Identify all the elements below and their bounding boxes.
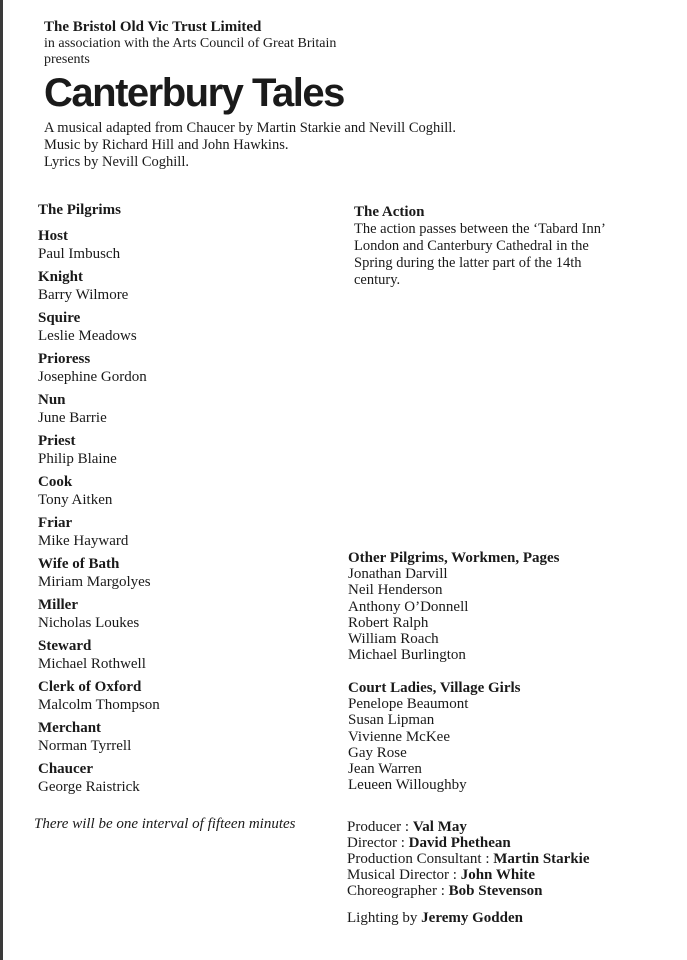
intro-line: A musical adapted from Chaucer by Martin Starkie and Nevill Coghill.: [44, 120, 456, 136]
role-name: Miller: [38, 597, 78, 613]
role-name: Chaucer: [38, 761, 93, 777]
presents-line: presents: [44, 52, 90, 67]
actor-name: Norman Tyrrell: [38, 738, 132, 754]
action-line: century.: [354, 272, 401, 288]
actor-name: Barry Wilmore: [38, 287, 129, 303]
actor-name: Tony Aitken: [38, 492, 113, 508]
court-ladies-list: [348, 696, 668, 794]
cast-item: [38, 473, 338, 514]
role-name: Host: [38, 228, 68, 244]
credit-line: [347, 883, 677, 899]
role-name: Clerk of Oxford: [38, 679, 142, 695]
cast-item: [38, 719, 338, 760]
credit-name: Jeremy Godden: [421, 910, 523, 926]
credit-label: Choreographer :: [347, 883, 449, 899]
actor-name: Miriam Margolyes: [38, 574, 151, 590]
action-line: Spring during the latter part of the 14th: [354, 255, 582, 271]
list-item: Vivienne McKee: [348, 728, 450, 745]
role-name: Priest: [38, 433, 76, 449]
other-pilgrims-heading: Other Pilgrims, Workmen, Pages: [348, 550, 560, 566]
role-name: Knight: [38, 269, 84, 285]
cast-item: [38, 678, 338, 719]
actor-name: Paul Imbusch: [38, 246, 121, 262]
actor-name: Josephine Gordon: [38, 369, 147, 385]
list-item: Gay Rose: [348, 744, 407, 761]
court-ladies-section: [348, 680, 668, 794]
credit-label: Lighting by: [347, 910, 422, 926]
list-item: Anthony O’Donnell: [348, 598, 469, 615]
actor-name: Mike Hayward: [38, 533, 129, 549]
list-item: Susan Lipman: [348, 712, 435, 729]
role-name: Wife of Bath: [38, 556, 120, 572]
cast-item: [38, 596, 338, 637]
list-item: Michael Burlington: [348, 647, 466, 664]
action-line: London and Canterbury Cathedral in the: [354, 238, 589, 254]
show-intro: [44, 120, 456, 171]
intro-line: Lyrics by Nevill Coghill.: [44, 154, 189, 170]
role-name: Prioress: [38, 351, 91, 367]
programme-header: [44, 18, 456, 171]
credit-label: Production Consultant :: [347, 851, 494, 867]
list-item: Neil Henderson: [348, 582, 443, 599]
intro-line: Music by Richard Hill and John Hawkins.: [44, 137, 289, 153]
credit-name: Val May: [412, 819, 467, 835]
actor-name: Michael Rothwell: [38, 656, 146, 672]
cast-list: [38, 227, 338, 801]
other-pilgrims-section: [348, 550, 668, 664]
lighting-credit: [347, 910, 677, 926]
presenter: The Bristol Old Vic Trust Limited: [44, 19, 262, 35]
credit-label: Producer :: [347, 819, 413, 835]
actor-name: June Barrie: [38, 410, 107, 426]
actor-name: George Raistrick: [38, 779, 140, 795]
cast-item: [38, 350, 338, 391]
credit-line: [347, 819, 677, 835]
cast-item: [38, 268, 338, 309]
list-item: Jean Warren: [348, 761, 422, 778]
role-name: Nun: [38, 392, 66, 408]
credit-label: Director :: [347, 835, 409, 851]
actor-name: Nicholas Loukes: [38, 615, 140, 631]
credit-name: John White: [460, 867, 536, 883]
show-title: Canterbury Tales: [44, 71, 344, 115]
list-item: William Roach: [348, 631, 439, 648]
cast-item: [38, 391, 338, 432]
other-pilgrims-list: [348, 566, 668, 664]
list-item: Leueen Willoughby: [348, 777, 467, 794]
actor-name: Malcolm Thompson: [38, 697, 160, 713]
role-name: Steward: [38, 638, 92, 654]
action-section: [354, 204, 654, 289]
action-heading: The Action: [354, 204, 425, 220]
credit-name: Bob Stevenson: [448, 883, 543, 899]
actor-name: Philip Blaine: [38, 451, 117, 467]
action-line: The action passes between the ‘Tabard Inn’: [354, 221, 606, 237]
cast-item: [38, 637, 338, 678]
production-credits: [347, 819, 677, 926]
credit-line: [347, 867, 677, 883]
cast-item: [38, 227, 338, 268]
association-line: in association with the Arts Council of Great Britain: [44, 36, 337, 51]
credit-name: Martin Starkie: [493, 851, 590, 867]
pilgrims-heading: The Pilgrims: [38, 202, 121, 218]
court-ladies-heading: Court Ladies, Village Girls: [348, 680, 521, 696]
cast-item: [38, 432, 338, 473]
role-name: Friar: [38, 515, 73, 531]
credit-label: Musical Director :: [347, 867, 461, 883]
cast-item: [38, 514, 338, 555]
credit-name: David Phethean: [408, 835, 511, 851]
cast-item: [38, 309, 338, 350]
page-edge: [0, 0, 3, 960]
actor-name: Leslie Meadows: [38, 328, 137, 344]
list-item: Jonathan Darvill: [348, 566, 448, 582]
list-item: Penelope Beaumont: [348, 696, 469, 712]
role-name: Cook: [38, 474, 73, 490]
interval-note: There will be one interval of fifteen minutes: [34, 816, 296, 832]
action-text: [354, 221, 654, 289]
list-item: Robert Ralph: [348, 614, 429, 631]
cast-item: [38, 555, 338, 596]
credit-line: [347, 851, 677, 867]
cast-item: [38, 760, 338, 801]
role-name: Squire: [38, 310, 81, 326]
credit-line: [347, 835, 677, 851]
role-name: Merchant: [38, 720, 102, 736]
pilgrims-section: [38, 201, 338, 801]
